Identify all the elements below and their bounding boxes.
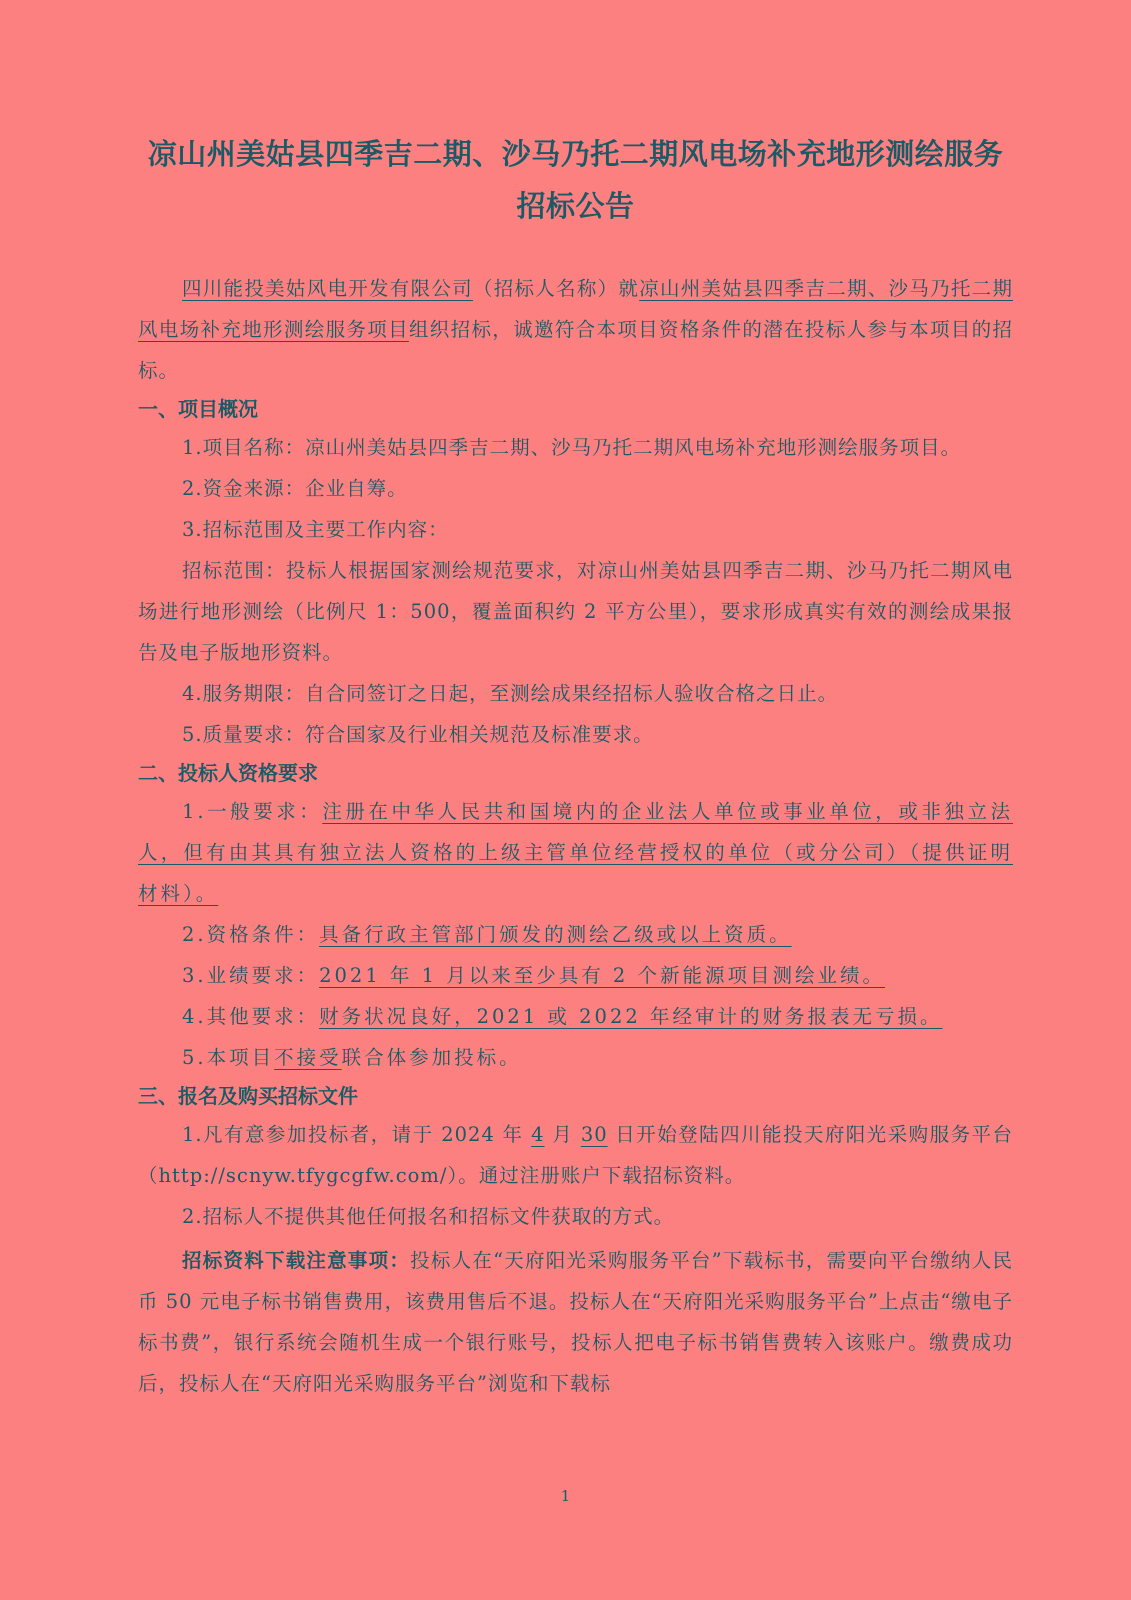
tenderer-name: 四川能投美姑风电开发有限公司	[182, 277, 473, 300]
section-1-item-5: 5.质量要求：符合国家及行业相关规范及标准要求。	[182, 723, 654, 746]
download-notice-label: 招标资料下载注意事项：	[182, 1249, 411, 1272]
section-2-item-1: 1.一般要求：注册在中华人民共和国境内的企业法人单位或事业单位，或非独立法人，但有由其具有独立法人资格的上级主管单位经营授权的单位（或分公司）（提供证明材料）。	[138, 800, 1013, 905]
section-1-item-2: 2.资金来源：企业自筹。	[182, 477, 408, 500]
document-page	[138, 128, 1013, 1404]
section-1-heading: 一、项目概况	[138, 397, 258, 421]
page-number: 1	[560, 1487, 571, 1505]
section-3-item-1: 1.凡有意参加投标者，请于 2024 年 4 月 30 日开始登陆四川能投天府阳光采购服务平台（http://scnyw.tfygcgfw.com/）。通过注册账户下载招标资料。	[138, 1123, 1013, 1187]
section-2-heading: 二、投标人资格要求	[138, 761, 318, 785]
section-2-item-3: 3.业绩要求：2021 年 1 月以来至少具有 2 个新能源项目测绘业绩。	[182, 964, 886, 987]
section-1-item-3: 3.招标范围及主要工作内容：	[182, 518, 449, 541]
section-3-heading: 三、报名及购买招标文件	[138, 1084, 358, 1108]
project-name: 凉山州美姑县四季吉二期、沙马乃托二期风电场补充地形测绘服务项目	[138, 277, 1013, 341]
section-2-item-5: 5.本项目不接受联合体参加投标。	[182, 1046, 522, 1069]
section-3-item-2: 2.招标人不提供其他任何报名和招标文件获取的方式。	[182, 1205, 675, 1228]
title-line-2: 招标公告	[516, 189, 635, 223]
title-line-1: 凉山州美姑县四季吉二期、沙马乃托二期风电场补充地形测绘服务	[147, 137, 1004, 171]
section-2-item-4: 4.其他要求：财务状况良好，2021 或 2022 年经审计的财务报表无亏损。	[182, 1005, 943, 1028]
intro-paragraph: 四川能投美姑风电开发有限公司（招标人名称）就凉山州美姑县四季吉二期、沙马乃托二期风电场补充地形测绘服务项目组织招标，诚邀符合本项目资格条件的潜在投标人参与本项目的招标。	[138, 277, 1013, 382]
section-1-item-4: 4.服务期限：自合同签订之日起，至测绘成果经招标人验收合格之日止。	[182, 682, 839, 705]
section-2-item-2: 2.资格条件：具备行政主管部门颁发的测绘乙级或以上资质。	[182, 923, 792, 946]
document-title	[138, 128, 1013, 232]
section-1-scope: 招标范围：投标人根据国家测绘规范要求，对凉山州美姑县四季吉二期、沙马乃托二期风电场进行地形测绘（比例尺 1：500，覆盖面积约 2 平方公里），要求形成真实有效的测绘成果报告及电子版地形资料。	[138, 559, 1013, 664]
section-1-item-1: 1.项目名称：凉山州美姑县四季吉二期、沙马乃托二期风电场补充地形测绘服务项目。	[182, 436, 962, 459]
download-notice: 招标资料下载注意事项：投标人在“天府阳光采购服务平台”下载标书，需要向平台缴纳人民币 50 元电子标书销售费用，该费用售后不退。投标人在“天府阳光采购服务平台”上点击“缴电子标书费”，银行系统会随机生成一个银行账号，投标人把电子标书销售费转入该账户。缴费成功后，投标人在“天府阳光采购服务平台”浏览和下载标	[138, 1249, 1013, 1395]
